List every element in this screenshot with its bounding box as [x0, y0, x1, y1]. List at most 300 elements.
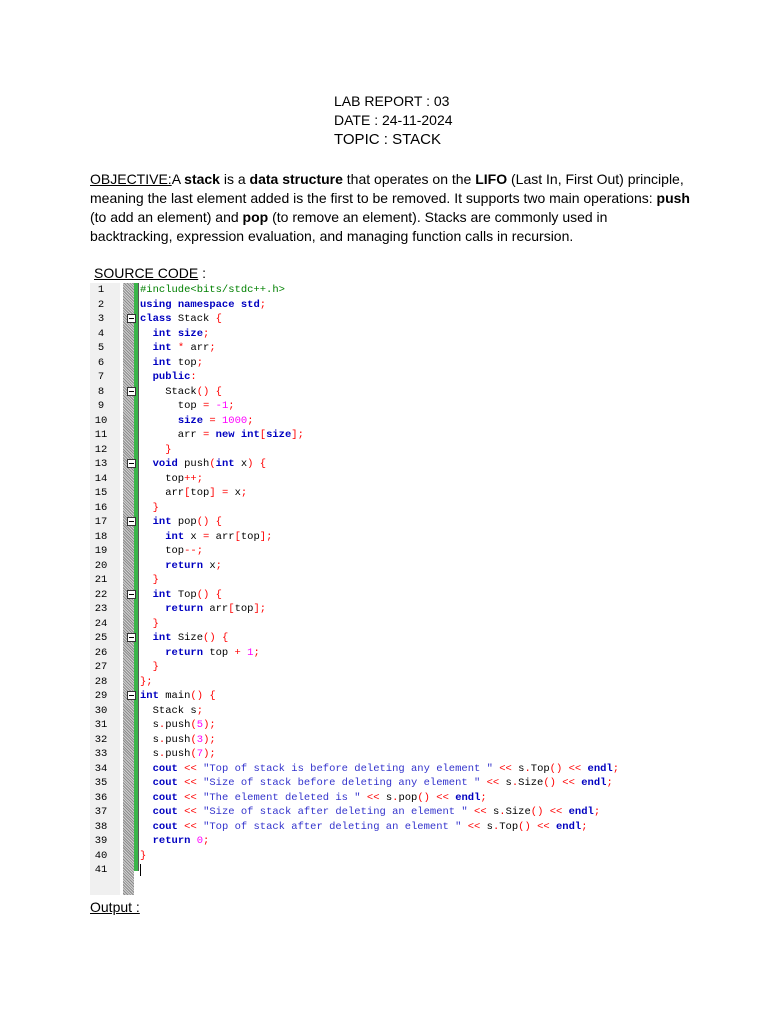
code-token: top: [234, 603, 254, 615]
code-token: }: [152, 617, 159, 630]
code-line: [90, 704, 660, 719]
output-heading: [90, 898, 140, 916]
code-line: [90, 602, 660, 617]
objective-text: that operates on the: [342, 171, 476, 187]
code-text: [140, 544, 203, 559]
line-number: 1: [97, 284, 105, 296]
code-token: ;: [480, 791, 487, 804]
code-token: s: [486, 806, 500, 818]
code-token: push: [177, 458, 210, 470]
code-line: [90, 283, 660, 298]
line-number: 38: [94, 820, 108, 833]
code-token: -1: [215, 400, 229, 412]
code-token: int: [140, 690, 159, 702]
code-token: Size: [505, 806, 531, 818]
code-text: [140, 660, 159, 675]
code-token: <<: [537, 820, 550, 833]
code-token: }: [152, 574, 159, 586]
code-token: =: [221, 487, 229, 499]
code-token: .: [158, 748, 166, 760]
code-token: ;: [215, 559, 222, 572]
code-token: x: [184, 530, 204, 543]
code-token: "Top of stack after deleting an element ": [203, 820, 462, 833]
code-token: }: [152, 501, 159, 514]
line-number: 29: [94, 690, 108, 702]
fold-collapse-icon[interactable]: [127, 590, 136, 599]
fold-collapse-icon[interactable]: [127, 387, 136, 396]
code-token: [: [259, 429, 267, 441]
code-token: (): [203, 632, 216, 644]
code-token: pop: [171, 516, 197, 528]
code-token: "Top of stack is before deleting any element ": [203, 762, 493, 775]
code-token: [140, 342, 153, 354]
code-text: [140, 631, 228, 646]
code-text: [140, 443, 172, 458]
code-text: [140, 689, 216, 704]
code-token: x: [203, 559, 216, 572]
code-token: ]: [209, 487, 216, 499]
code-text: [140, 283, 285, 298]
line-number: 33: [94, 748, 108, 760]
code-line: [90, 356, 660, 371]
code-token: [140, 458, 153, 470]
line-number: 15: [94, 487, 108, 499]
code-token: int: [152, 588, 172, 601]
code-line: [90, 820, 660, 835]
code-token: arr: [209, 530, 235, 543]
code-token: :: [190, 371, 197, 383]
code-token: int: [165, 530, 185, 543]
code-token: int: [152, 342, 172, 354]
line-number: 18: [94, 530, 108, 543]
code-line: [90, 385, 660, 400]
objective-text: (Last In, First Out) principle, meaning the last element added is the first to be removed. It supports two main operations:: [90, 171, 684, 206]
code-token: main: [158, 690, 191, 702]
code-token: ): [247, 458, 254, 470]
code-text: [140, 704, 203, 719]
code-line: [90, 733, 660, 748]
code-text: [140, 834, 209, 849]
code-token: {: [215, 516, 222, 528]
code-token: .: [492, 820, 500, 833]
code-token: );: [203, 733, 216, 746]
code-token: push: [165, 748, 191, 760]
objective-label: OBJECTIVE:: [90, 171, 172, 187]
code-line: [90, 399, 660, 414]
code-token: s: [140, 719, 159, 731]
code-token: endl: [455, 791, 481, 804]
line-number: 13: [94, 458, 108, 470]
code-line: [90, 805, 660, 820]
code-token: [140, 560, 165, 572]
code-token: (): [196, 588, 210, 601]
code-line: [90, 341, 660, 356]
code-token: new: [215, 429, 235, 441]
code-token: int: [152, 327, 172, 340]
code-line: [90, 559, 660, 574]
code-token: }: [165, 443, 172, 456]
code-token: return: [165, 559, 204, 572]
code-token: }: [152, 661, 159, 673]
code-text: [140, 501, 159, 516]
code-text: [140, 515, 222, 530]
code-token: (): [196, 516, 210, 528]
report-header: [334, 92, 453, 149]
source-code-label: SOURCE CODE: [94, 265, 199, 281]
code-token: [140, 806, 153, 818]
code-line: [90, 327, 660, 342]
code-token: [140, 763, 153, 775]
code-token: ;: [209, 342, 216, 354]
code-line: [90, 791, 660, 806]
line-number: 36: [94, 791, 108, 804]
code-token: {: [215, 385, 222, 398]
code-token: [140, 444, 165, 456]
code-token: int: [215, 458, 235, 470]
code-token: {: [215, 588, 222, 601]
code-line: [90, 544, 660, 559]
line-number: 2: [97, 298, 105, 311]
code-text: [140, 849, 146, 864]
code-text: [140, 776, 613, 791]
code-token: <<: [499, 762, 512, 775]
code-token: =: [209, 414, 216, 427]
code-token: <<: [366, 791, 380, 804]
objective-bold-term: push: [656, 190, 690, 206]
source-code-colon: :: [198, 265, 207, 281]
code-token: .: [524, 762, 531, 775]
code-text: [140, 646, 260, 661]
code-token: .: [392, 791, 399, 804]
line-number: 21: [94, 574, 108, 586]
code-token: Size: [171, 632, 204, 644]
code-token: top: [190, 487, 210, 499]
code-token: 7: [196, 748, 204, 760]
line-number: 37: [94, 806, 108, 818]
code-text: [140, 428, 304, 443]
code-token: ;: [593, 806, 601, 818]
code-line: [90, 457, 660, 472]
code-token: <<: [436, 791, 449, 804]
code-line: [90, 689, 660, 704]
code-token: cout: [152, 791, 178, 804]
code-token: size: [177, 327, 204, 340]
code-token: top: [140, 472, 185, 485]
code-text: [140, 805, 600, 820]
code-token: using: [140, 298, 172, 311]
code-token: Stack: [140, 385, 197, 398]
code-token: x: [228, 487, 241, 499]
line-number: 7: [97, 371, 105, 383]
code-token: [140, 603, 165, 615]
code-token: push: [165, 733, 191, 746]
code-token: [140, 328, 153, 340]
code-token: {: [221, 632, 229, 644]
code-token: top: [203, 646, 235, 659]
line-number: 30: [94, 704, 108, 717]
code-token: ];: [253, 603, 267, 615]
code-token: ;: [203, 327, 210, 340]
report-date: DATE : 24-11-2024: [334, 112, 453, 128]
code-token: push: [165, 719, 191, 731]
report-topic: TOPIC : STACK: [334, 131, 441, 148]
code-token: {: [215, 313, 222, 325]
code-token: arr: [140, 429, 204, 441]
code-token: ;: [203, 835, 210, 847]
line-number: 31: [94, 719, 108, 731]
code-token: namespace: [177, 298, 235, 311]
code-text: [140, 298, 266, 313]
code-token: arr: [184, 342, 210, 354]
code-token: arr: [203, 603, 229, 615]
line-number: 35: [94, 777, 108, 789]
code-token: endl: [587, 762, 613, 775]
code-token: Stack s: [140, 704, 197, 717]
code-token: <<: [568, 762, 582, 775]
code-token: [: [234, 530, 241, 543]
code-token: <<: [467, 820, 481, 833]
code-token: [140, 531, 165, 543]
fold-collapse-icon[interactable]: [127, 314, 136, 323]
code-token: <<: [184, 806, 197, 818]
code-token: Stack: [171, 313, 216, 325]
code-text: [140, 617, 159, 632]
code-line: [90, 486, 660, 501]
code-token: [140, 502, 153, 514]
code-token: [: [228, 603, 235, 615]
line-number: 26: [94, 646, 108, 659]
code-token: .: [158, 733, 166, 746]
code-text: [140, 588, 222, 603]
code-token: s: [480, 820, 493, 833]
line-number: 14: [94, 472, 108, 485]
code-token: =: [203, 429, 210, 441]
code-token: size: [266, 429, 292, 441]
code-token: [140, 661, 153, 673]
code-editor-screenshot: [90, 283, 660, 895]
line-number: 34: [94, 762, 108, 775]
code-text: [140, 370, 197, 385]
code-token: public: [152, 371, 191, 383]
code-token: ++;: [184, 472, 204, 485]
code-line: [90, 834, 660, 849]
code-token: 1: [247, 646, 254, 659]
code-token: ];: [291, 429, 304, 441]
code-line: [90, 747, 660, 762]
code-token: ;: [612, 762, 620, 775]
code-token: [140, 821, 153, 833]
code-token: ;: [196, 356, 204, 369]
objective-bold-term: pop: [242, 209, 269, 225]
code-line: [90, 312, 660, 327]
code-token: cout: [152, 762, 178, 775]
code-token: ];: [259, 530, 273, 543]
code-token: endl: [556, 820, 582, 833]
code-token: .: [158, 719, 166, 731]
code-token: Top: [171, 588, 197, 601]
code-token: void: [152, 458, 178, 470]
code-token: <<: [562, 777, 575, 789]
line-number: 12: [94, 443, 108, 456]
code-token: ;: [247, 414, 254, 427]
code-token: (): [549, 762, 563, 775]
code-token: #include<bits/stdc++.h>: [140, 284, 285, 296]
line-number: 25: [94, 632, 108, 644]
code-token: ;: [259, 298, 267, 311]
code-text: [140, 472, 203, 487]
code-token: int: [152, 516, 172, 528]
code-text: [140, 327, 209, 342]
code-token: cout: [152, 806, 178, 818]
code-token: {: [209, 690, 216, 702]
fold-collapse-icon[interactable]: [127, 459, 136, 468]
code-token: pop: [398, 791, 418, 804]
code-token: endl: [568, 806, 594, 818]
code-token: (): [543, 777, 556, 789]
code-token: ;: [240, 487, 248, 499]
code-text: [140, 356, 203, 371]
text-cursor: [140, 864, 141, 876]
code-token: (: [209, 458, 216, 470]
code-line: [90, 617, 660, 632]
code-text: [140, 414, 254, 429]
code-text: [140, 602, 266, 617]
code-token: (): [417, 791, 430, 804]
line-number: 3: [97, 313, 105, 325]
code-token: *: [177, 342, 185, 354]
code-line: [90, 776, 660, 791]
code-token: top: [240, 530, 260, 543]
code-token: s: [140, 748, 159, 760]
code-line: [90, 414, 660, 429]
code-token: s: [140, 733, 159, 746]
code-token: <<: [184, 762, 197, 775]
code-line: [90, 443, 660, 458]
code-line: [90, 675, 660, 690]
line-number: 10: [94, 414, 108, 427]
code-token: size: [177, 414, 204, 427]
code-token: arr: [140, 487, 185, 499]
code-text: [140, 341, 216, 356]
code-token: ;: [581, 820, 588, 833]
code-token: "The element deleted is ": [203, 791, 361, 804]
code-token: [140, 516, 153, 528]
code-token: [140, 632, 153, 644]
line-number: 40: [94, 849, 108, 862]
code-token: <<: [184, 820, 197, 833]
code-token: (): [530, 806, 544, 818]
code-text: [140, 559, 222, 574]
code-token: endl: [581, 777, 607, 789]
code-token: (: [190, 748, 197, 760]
code-token: return: [165, 646, 204, 659]
fold-collapse-icon[interactable]: [127, 517, 136, 526]
code-token: }: [140, 849, 147, 862]
code-token: Top: [499, 820, 519, 833]
objective-paragraph: [90, 170, 690, 246]
code-token: [140, 777, 153, 789]
code-token: [: [184, 487, 191, 499]
fold-collapse-icon[interactable]: [127, 633, 136, 642]
code-token: .: [511, 777, 519, 789]
code-token: );: [203, 719, 216, 731]
code-text: [140, 791, 487, 806]
code-token: ;: [606, 777, 613, 789]
source-code-heading: [94, 264, 206, 282]
code-token: [140, 415, 178, 427]
code-token: ;: [253, 646, 260, 659]
code-token: [140, 835, 153, 847]
code-token: s: [379, 791, 393, 804]
code-line: [90, 472, 660, 487]
fold-collapse-icon[interactable]: [127, 691, 136, 700]
code-line: [90, 370, 660, 385]
code-token: (): [196, 385, 210, 398]
code-token: ;: [228, 400, 235, 412]
code-token: Size: [518, 777, 544, 789]
code-token: <<: [474, 806, 487, 818]
line-number: 4: [97, 327, 105, 340]
code-token: [140, 371, 153, 383]
code-text: [140, 486, 247, 501]
code-token: [140, 357, 153, 369]
code-token: (: [190, 719, 197, 731]
line-number: 9: [97, 400, 105, 412]
code-token: =: [203, 530, 210, 543]
code-token: return: [152, 835, 191, 847]
code-token: 1000: [221, 414, 248, 427]
code-token: top: [140, 400, 204, 412]
line-number: 41: [94, 864, 108, 876]
code-token: class: [140, 313, 172, 325]
code-line: [90, 718, 660, 733]
code-token: --;: [184, 545, 204, 557]
code-token: 3: [196, 733, 204, 746]
line-number: 20: [94, 559, 108, 572]
line-number: 39: [94, 835, 108, 847]
line-number: 17: [94, 516, 108, 528]
code-token: ;: [196, 704, 204, 717]
code-token: int: [240, 429, 260, 441]
code-text: [140, 399, 235, 414]
objective-text: (to add an element) and: [90, 209, 243, 225]
code-line: [90, 849, 660, 864]
code-text: [140, 747, 216, 762]
code-text: [140, 733, 216, 748]
code-token: top: [140, 545, 185, 557]
code-text: [140, 675, 153, 690]
code-token: 0: [196, 835, 204, 847]
code-line: [90, 660, 660, 675]
code-token: s: [511, 762, 525, 775]
code-line: [90, 501, 660, 516]
code-token: x: [234, 458, 248, 470]
code-token: <<: [549, 806, 563, 818]
code-token: int: [152, 356, 172, 369]
code-token: <<: [184, 777, 197, 789]
code-token: s: [499, 777, 512, 789]
lab-report-number: LAB REPORT : 03: [334, 93, 450, 109]
code-token: (): [518, 820, 531, 833]
code-token: <<: [486, 777, 500, 789]
code-text: [140, 820, 588, 835]
line-number: 22: [94, 588, 108, 601]
code-text: [140, 457, 266, 472]
code-text: [140, 312, 222, 327]
code-token: cout: [152, 777, 178, 789]
code-line: [90, 530, 660, 545]
code-line: [90, 428, 660, 443]
